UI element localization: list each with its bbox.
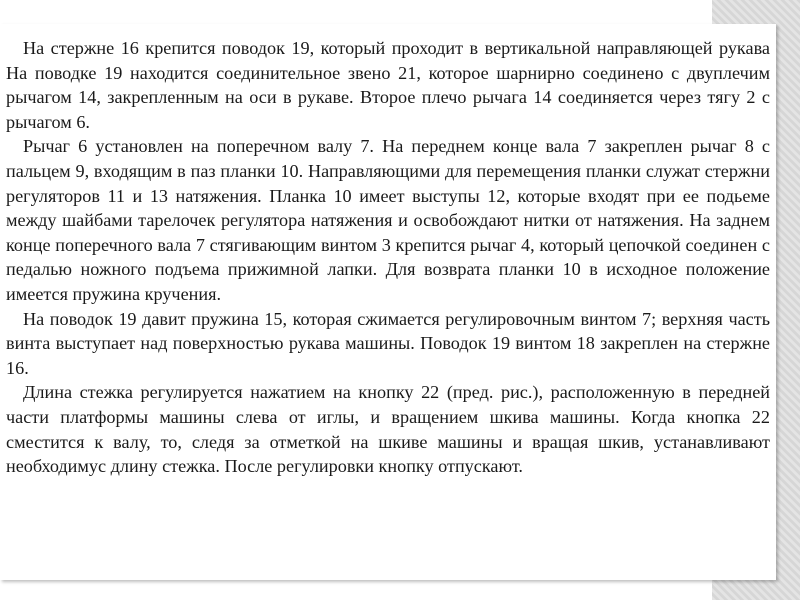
paragraph-3: На поводок 19 давит пружина 15, которая сжимается регулировочным винтом 7; верхняя часть винта выступает над поверхностью рукава машины. Поводок 19 винтом 18 закреплен на стержне 16.	[6, 308, 770, 378]
paragraph-4: Длина стежка регулируется нажатием на кнопку 22 (пред. рис.), расположенную в передней части платформы машины слева от иглы, и вращением шкива машины. Когда кнопка 22 сместится к валу, то, следя за отметкой на шкиве машины и вращая шкив, устанавливают необходимус длину стежка. После регулировки кнопку отпускают.	[6, 382, 770, 477]
body-text	[6, 36, 770, 479]
text-panel	[0, 24, 776, 580]
paragraph-2: Рычаг 6 установлен на поперечном валу 7. На переднем конце вала 7 закреплен рычаг 8 с пальцем 9, входящим в паз планки 10. Направляющими для перемещения планки служат стержни регуляторов 11 и 13 натяжения. Планка 10 имеет выступы 12, которые входят при ее подьеме между шайбами тарелочек регулятора натяжения и освобождают нитки от натяжения. На заднем конце поперечного вала 7 стягивающим винтом 3 крепится рычаг 4, который цепочкой соединен с педалью ножного подъема прижимной лапки. Для возврата планки 10 в исходное положение имеется пружина кручения.	[6, 136, 770, 304]
paragraph-1: На стержне 16 крепится поводок 19, который проходит в вертикальной направляющей рукава На поводке 19 находится соединительное звено 21, которое шарнирно соединено с двуплечим рычагом 14, закрепленным на оси в рукаве. Второе плечо рычага 14 соединяется через тягу 2 с рычагом 6.	[6, 38, 770, 132]
